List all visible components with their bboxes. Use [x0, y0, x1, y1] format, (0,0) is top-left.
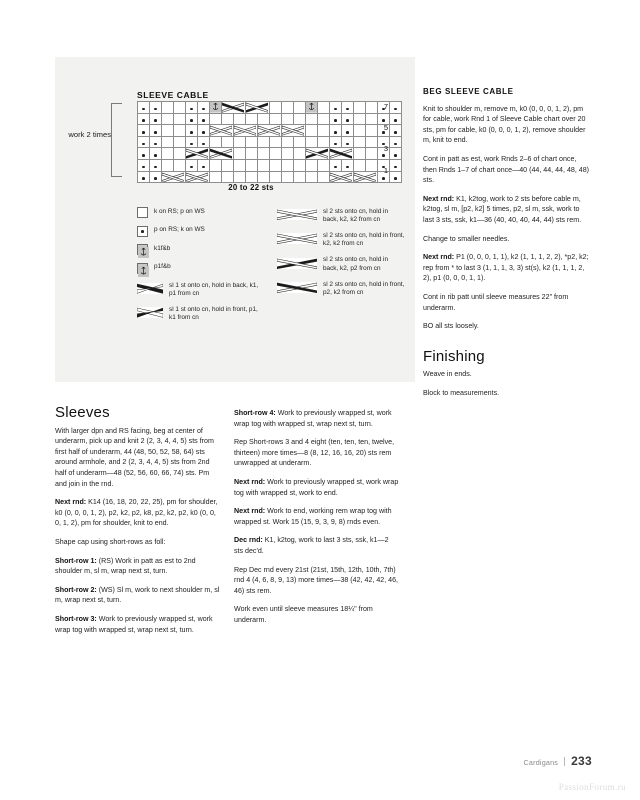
chart-cell [342, 102, 354, 114]
purl-dot [142, 108, 145, 111]
legend-symbol-k1fb [137, 244, 148, 255]
chart-cell [282, 171, 294, 183]
chart-cell [138, 102, 150, 114]
chart-cell [318, 113, 330, 125]
paragraph [234, 535, 399, 556]
row-number: 7 [383, 102, 388, 111]
chart-cell [354, 136, 366, 148]
purl-dot [394, 154, 397, 157]
chart-cell [294, 159, 306, 171]
chart-cell [342, 113, 354, 125]
paragraph: Rep Dec rnd every 21st (21st, 15th, 12th, 10th, 7th) rnd 4 (4, 6, 8, 9, 13) more times—38 (42, 42, 42, 46, 46) sts rem. [234, 565, 399, 595]
chart-cell [246, 148, 258, 160]
purl-dot [154, 119, 157, 122]
purl-dot [142, 154, 145, 157]
purl-dot [346, 143, 349, 146]
purl-dot [190, 166, 193, 169]
paragraph: BO all sts loosely. [423, 322, 479, 331]
purl-dot [154, 166, 157, 169]
chart-row [138, 171, 402, 183]
para-label: Next rnd: [234, 477, 266, 486]
paragraph: Cont in rib patt until sleeve measures 22" from underarm. [423, 292, 569, 312]
chart-cell [198, 125, 210, 137]
legend-column-right [277, 207, 405, 305]
purl-dot [154, 177, 157, 180]
chart-cell [186, 136, 198, 148]
chart-cell [330, 102, 342, 114]
legend-label: p1f&b [154, 263, 171, 270]
chart-cell [174, 113, 186, 125]
chart-cell [138, 159, 150, 171]
chart-row [138, 102, 402, 114]
chart-cell [318, 125, 330, 137]
para-text: P1 (0, 0, 0, 1, 1), k2 (1, 1, 1, 2, 2), *p2, k2; rep from * to last 3 (1, 1, 1, 3, 3) st(s), k2 (1, 1, 1, 2, 2), p1 (0, 0, 0, 1, 1). [423, 253, 589, 283]
row-number: 5 [383, 123, 388, 133]
chart-cell [234, 136, 246, 148]
para-text: K1, k2tog, work to last 3 sts, ssk, k1—2 sts dec'd. [234, 536, 389, 555]
chart-cell [186, 171, 210, 183]
purl-dot [334, 143, 337, 146]
chart-cell [306, 148, 330, 160]
chart-cell [222, 136, 234, 148]
chart-cell [354, 113, 366, 125]
chart-cell [246, 102, 270, 114]
para-text: (WS) Sl m, work to next shoulder m, sl m, wrap next st, turn. [55, 585, 220, 605]
chart-cell [318, 136, 330, 148]
chart-cell [210, 148, 234, 160]
chart-cell [342, 159, 354, 171]
chart-cell [150, 125, 162, 137]
chart-stitch-count-label: 20 to 22 sts [228, 183, 274, 192]
purl-dot [394, 166, 397, 169]
purl-dot [394, 108, 397, 111]
chart-cell [186, 113, 198, 125]
chart-row [138, 113, 402, 125]
chart-cell [390, 159, 402, 171]
legend-symbol [277, 256, 317, 267]
chart-cell [282, 148, 294, 160]
chart-cell [342, 125, 354, 137]
chart-cell [390, 113, 402, 125]
chart-cell [162, 171, 186, 183]
legend-column-left [137, 207, 262, 330]
chart-cell [198, 159, 210, 171]
para-text: (RS) Work in patt as est to 2nd shoulder m, sl m, wrap next st, turn. [55, 556, 196, 576]
legend-label: k on RS; p on WS [154, 207, 205, 215]
legend-symbol-purl [137, 226, 148, 237]
chart-cell [162, 159, 174, 171]
chart-cell [282, 159, 294, 171]
para-text: K14 (16, 18, 20, 22, 25), pm for shoulder, k0 (0, 0, 0, 1, 2), p2, k2, p2, k8, p2, k2, p2, k0 (0, 0, 0, 1, 2), pm for shoulder, knit to end. [55, 498, 218, 528]
legend-entry [277, 280, 405, 297]
chart-row [138, 136, 402, 148]
legend-symbol [137, 226, 148, 237]
legend-label: sl 2 sts onto cn, hold in front, p2, k2 from cn [323, 280, 405, 296]
chart-cell [222, 113, 234, 125]
purl-dot [154, 131, 157, 134]
chart-cell [138, 148, 150, 160]
chart-cell [222, 159, 234, 171]
chart-cell [306, 136, 318, 148]
chart-cell [210, 102, 222, 114]
chart-cell [138, 113, 150, 125]
legend-entry [137, 226, 262, 237]
chart-cell [234, 113, 246, 125]
chart-cell [354, 148, 366, 160]
repeat-bracket [111, 103, 122, 177]
chart-cell [282, 136, 294, 148]
para-text: K1, k2tog, work to 2 sts before cable m, k2tog, sl m, [p2, k2] 5 times, p2, sl m, ssk, work to last 3 sts, ssk, k1—36 (40, 40, 40, 44, 44) sts rem. [423, 194, 582, 224]
footer-divider [564, 757, 565, 766]
chart-cell [174, 125, 186, 137]
paragraph: Work even until sleeve measures 18¼" from underarm. [234, 605, 373, 624]
para-text: Work to end, working rem wrap tog with wrapped st. Work 15 (15, 9, 3, 9, 8) rnds even. [234, 507, 392, 526]
purl-dot [154, 143, 157, 146]
purl-dot [154, 108, 157, 111]
chart-cell [150, 171, 162, 183]
page-footer [524, 754, 592, 768]
section-heading-beg-sleeve-cable: BEG SLEEVE CABLE [423, 87, 514, 96]
legend-entry [137, 207, 262, 218]
para-label: Next rnd: [55, 498, 87, 507]
purl-dot [190, 108, 193, 111]
purl-dot [334, 131, 337, 134]
paragraph [234, 506, 399, 527]
chart-cell [246, 113, 258, 125]
row-number: 1 [383, 165, 388, 175]
chart-cell [234, 171, 246, 183]
chart-cell [270, 171, 282, 183]
legend-entry [137, 305, 262, 322]
legend-symbol-cable-2sts-front-p2k2 [277, 280, 317, 291]
purl-dot [202, 108, 205, 111]
legend-symbol [137, 244, 148, 255]
purl-dot [142, 119, 145, 122]
chart-cell [186, 148, 210, 160]
chart-cell [186, 102, 198, 114]
legend-symbol-cable-2sts-front-k2k2 [277, 231, 317, 242]
chart-cell [282, 113, 294, 125]
legend-entry [137, 244, 262, 255]
chart-cell [390, 136, 402, 148]
chart-cell [282, 125, 306, 137]
purl-dot [202, 131, 205, 134]
section-heading-sleeves: Sleeves [55, 404, 110, 421]
purl-dot [334, 119, 337, 122]
chart-cell [150, 102, 162, 114]
chart-cell [186, 159, 198, 171]
purl-dot [334, 166, 337, 169]
chart-cell [186, 125, 198, 137]
legend-symbol-cable-2sts-back-k2k2 [277, 207, 317, 218]
legend-symbol [137, 281, 163, 292]
chart-cell [174, 102, 186, 114]
chart-cell [270, 102, 282, 114]
purl-dot [346, 166, 349, 169]
purl-dot [202, 143, 205, 146]
chart-cell [162, 113, 174, 125]
legend-label: sl 1 st onto cn, hold in front, p1, k1 from cn [169, 305, 258, 322]
chart-cell [318, 159, 330, 171]
chart-cell [138, 125, 150, 137]
purl-dot [202, 166, 205, 169]
legend-label: k1f&b [154, 244, 171, 252]
legend-label: sl 2 sts onto cn, hold in back, k2, p2 from cn [323, 256, 389, 272]
purl-dot [142, 177, 145, 180]
paragraph [55, 556, 220, 577]
chart-row [138, 148, 402, 160]
chart-cell [294, 102, 306, 114]
chart-cell [294, 136, 306, 148]
chart-cell [330, 125, 342, 137]
purl-dot [154, 154, 157, 157]
footer-section-label: Cardigans [523, 758, 559, 767]
chart-cell [210, 159, 222, 171]
para-label: Short-row 3: [55, 614, 97, 623]
chart-cell [150, 148, 162, 160]
chart-cell [258, 148, 270, 160]
paragraph: Knit to shoulder m, remove m, k0 (0, 0, 0, 1, 2), pm for cable, work Rnd 1 of Sleeve Cable chart over 20 sts, pm for cable, k0 (0, 0, 0, 1, 2), remove shoulder m, knit to end. [423, 104, 586, 145]
legend-symbol [137, 305, 163, 316]
chart-cell [390, 171, 402, 183]
para-label: Next rnd: [423, 194, 455, 203]
chart-cell [234, 159, 246, 171]
chart-cell [174, 136, 186, 148]
chart-cell [258, 136, 270, 148]
chart-cell [390, 102, 402, 114]
legend-entry [277, 207, 405, 224]
legend-symbol [137, 207, 148, 218]
legend-symbol-knit [137, 207, 148, 218]
legend-entry [277, 256, 405, 273]
legend-symbol [277, 231, 317, 242]
paragraph: With larger dpn and RS facing, beg at center of underarm, pick up and knit 2 (2, 3, 4, 4, 5) sts from first half of underarm, 44 (48, 50, 52, 58, 64) sts around armhole, and 2 (2, 3, 4, 4, 5) sts from 2nd half of underarm—48 (52, 56, 60, 66, 74) sts. Pm and join in the rnd. [55, 426, 214, 488]
chart-cell [306, 125, 318, 137]
paragraph [55, 497, 220, 529]
chart-cell [234, 125, 258, 137]
chart-cell [174, 148, 186, 160]
legend-entry [137, 281, 262, 298]
para-text: Work to previously wrapped st, work wrap tog with wrapped st, wrap next st, turn. [234, 409, 392, 428]
chart-cell [210, 171, 222, 183]
chart-cell [222, 171, 234, 183]
purl-dot [346, 108, 349, 111]
paragraph [234, 477, 399, 498]
chart-grid [137, 101, 402, 183]
chart-cell [306, 113, 318, 125]
para-label: Next rnd: [234, 507, 266, 516]
chart-cell [138, 136, 150, 148]
chart-cell [162, 125, 174, 137]
chart-cell [258, 113, 270, 125]
purl-dot [142, 131, 145, 134]
chart-cell [318, 171, 330, 183]
legend-symbol [137, 263, 148, 274]
chart-cell [270, 148, 282, 160]
legend-entry [137, 263, 262, 274]
chart-cell [162, 148, 174, 160]
chart-cell [234, 148, 246, 160]
chart-cell [258, 159, 270, 171]
paragraph [234, 408, 399, 429]
legend-label: sl 2 sts onto cn, hold in back, k2, k2 from cn [323, 207, 389, 223]
chart-cell [258, 125, 282, 137]
paragraph [55, 614, 220, 635]
purl-dot [334, 108, 337, 111]
para-text: Work to previously wrapped st, work wrap tog with wrapped st, wrap next st, turn. [55, 614, 213, 634]
chart-row [138, 125, 402, 137]
paragraph: Rep Short-rows 3 and 4 eight (ten, ten, ten, twelve, thirteen) more times—8 (8, 12, 16, 16, 20) sts rem unwrapped at underarm. [234, 438, 395, 468]
chart-cell [306, 102, 318, 114]
chart-cell [330, 148, 354, 160]
purl-dot [202, 119, 205, 122]
legend-label: sl 2 sts onto cn, hold in front, k2, k2 from cn [323, 231, 405, 248]
paragraph [55, 585, 220, 606]
chart-cell [246, 136, 258, 148]
chart-cell [306, 159, 318, 171]
sleeves-column [55, 404, 220, 635]
chart-cell [354, 159, 366, 171]
legend-symbol-cable-2sts-back-k2p2 [277, 256, 317, 267]
chart-cell [150, 113, 162, 125]
legend-symbol-cable-1st-back [137, 281, 163, 292]
chart-cell [210, 113, 222, 125]
purl-dot [394, 177, 397, 180]
chart-cell [198, 113, 210, 125]
chart-cell [270, 159, 282, 171]
chart-cell [294, 113, 306, 125]
chart-cell [330, 171, 354, 183]
sleeve-cable-chart-panel [55, 57, 415, 382]
chart-cell [150, 159, 162, 171]
purl-dot [394, 119, 397, 122]
para-label: Short-row 4: [234, 409, 276, 417]
legend-symbol-p1fb [137, 263, 148, 274]
chart-cell [354, 102, 366, 114]
paragraph: Shape cap using short-rows as foll: [55, 537, 166, 546]
chart-cell [174, 159, 186, 171]
chart-cell [330, 159, 342, 171]
para-label: Short-row 1: [55, 556, 97, 565]
chart-cell [162, 102, 174, 114]
paragraph: Cont in patt as est, work Rnds 2–6 of chart once, then Rnds 1–7 of chart once—40 (44, 44, 44, 48, 48) sts. [423, 154, 590, 185]
paragraph [423, 194, 591, 226]
chart-cell [246, 171, 258, 183]
chart-cell [294, 171, 306, 183]
watermark: PassionForum.ru [558, 782, 626, 792]
chart-cell [282, 102, 294, 114]
para-label: Short-row 2: [55, 585, 97, 594]
legend-symbol [277, 207, 317, 218]
legend-label: p on RS; k on WS [154, 226, 205, 233]
purl-dot [346, 119, 349, 122]
chart-cell [390, 125, 402, 137]
sleeves-continued-column [234, 408, 399, 626]
para-label: Next rnd: [423, 253, 455, 262]
para-text: Work to previously wrapped st, work wrap tog with wrapped st, work to end. [234, 477, 399, 497]
chart-cell [138, 171, 150, 183]
chart-cell [222, 102, 246, 114]
chart-row [138, 159, 402, 171]
purl-dot [142, 143, 145, 146]
paragraph: Weave in ends. [423, 370, 472, 379]
purl-dot [190, 131, 193, 134]
chart-cell [150, 136, 162, 148]
purl-dot [394, 131, 397, 134]
chart-cell [270, 113, 282, 125]
chart-cell [210, 136, 222, 148]
legend-label: sl 1 st onto cn, hold in back, k1, p1 from cn [169, 281, 259, 297]
purl-dot [190, 143, 193, 146]
chart-cell [354, 125, 366, 137]
legend-symbol [277, 280, 317, 291]
chart-cell [294, 148, 306, 160]
chart-cell [162, 136, 174, 148]
chart-cell [258, 171, 270, 183]
purl-dot [346, 131, 349, 134]
paragraph: Block to measurements. [423, 388, 500, 397]
chart-cell [330, 113, 342, 125]
row-number: 3 [383, 144, 388, 154]
chart-cell [342, 136, 354, 148]
purl-dot [382, 177, 385, 180]
chart-row-numbers [372, 101, 388, 176]
chart-cell [270, 136, 282, 148]
para-label: Dec rnd: [234, 536, 263, 545]
chart-cell [198, 136, 210, 148]
legend-symbol-cable-1st-front [137, 305, 163, 316]
chart-cell [390, 148, 402, 160]
repeat-bracket-label: work 2 times [68, 130, 111, 139]
paragraph [423, 252, 591, 284]
purl-dot [142, 166, 145, 169]
chart-cell [246, 159, 258, 171]
chart-cell [210, 125, 234, 137]
section-heading-finishing: Finishing [423, 347, 485, 365]
chart-cell [318, 102, 330, 114]
paragraph: Change to smaller needles. [423, 234, 510, 243]
chart-cell [306, 171, 318, 183]
purl-dot [190, 119, 193, 122]
legend-entry [277, 231, 405, 248]
purl-dot [394, 143, 397, 146]
chart-cell [330, 136, 342, 148]
chart-title: SLEEVE CABLE [137, 90, 209, 100]
chart-cell [198, 102, 210, 114]
footer-page-number: 233 [571, 754, 592, 768]
beg-sleeve-cable-column [423, 87, 591, 398]
